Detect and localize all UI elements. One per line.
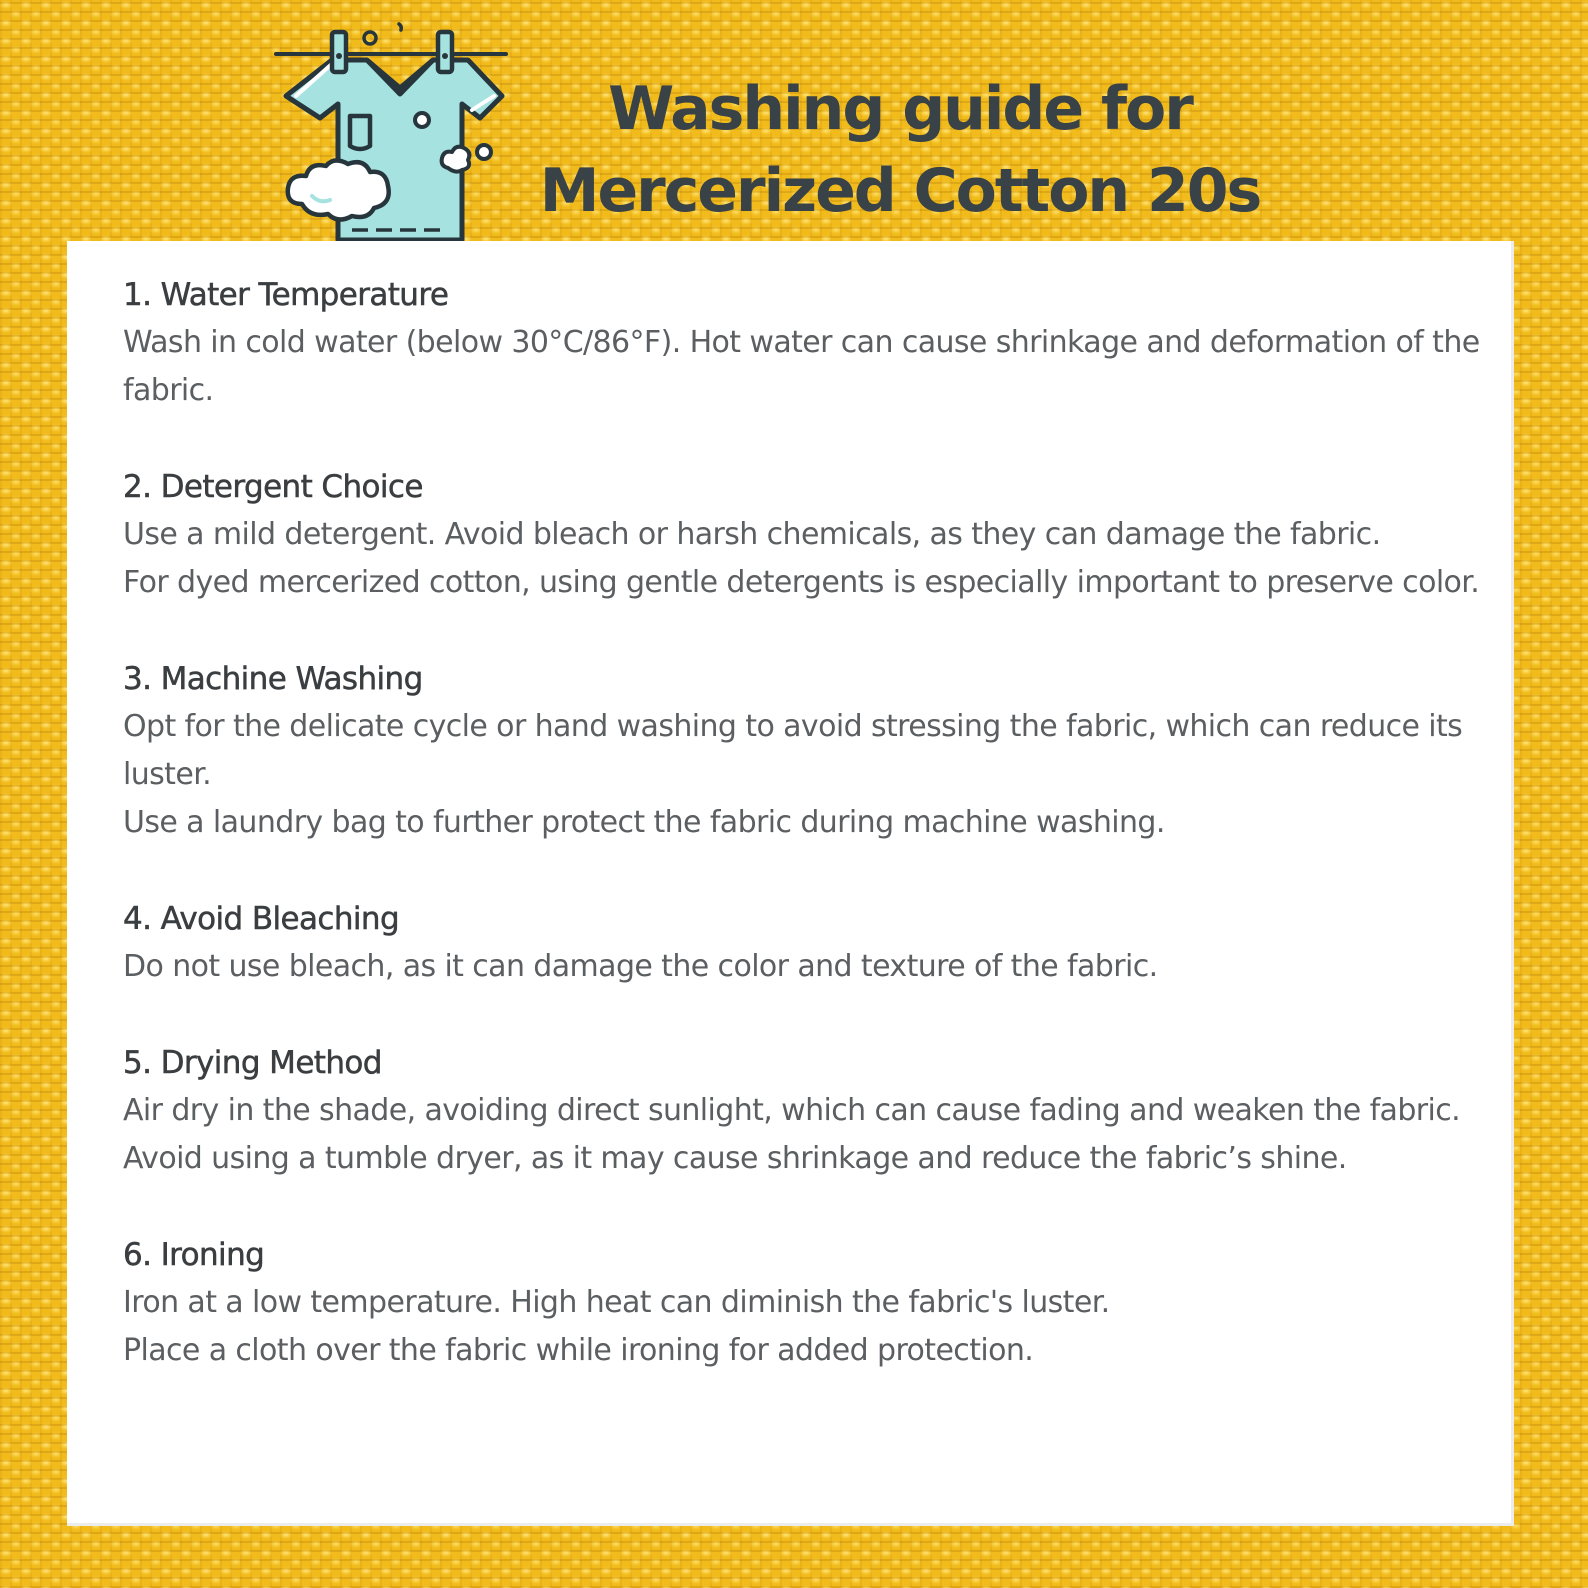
section-avoid-bleaching — [123, 895, 1483, 991]
guide-content — [123, 271, 1483, 1423]
section-machine-washing — [123, 655, 1483, 847]
section-text: Air dry in the shade, avoiding direct sunlight, which can cause fading and weaken the fabric. — [123, 1093, 1461, 1128]
section-text: Use a laundry bag to further protect the fabric during machine washing. — [123, 805, 1165, 840]
section-heading: 1. Water Temperature — [123, 277, 449, 313]
page-title — [500, 68, 1300, 232]
section-drying-method — [123, 1039, 1483, 1183]
section-text: Iron at a low temperature. High heat can diminish the fabric's luster. — [123, 1285, 1110, 1320]
shirt-on-clothesline-icon — [272, 18, 512, 243]
section-text: Opt for the delicate cycle or hand washing to avoid stressing the fabric, which can reduce its luster. — [123, 709, 1463, 792]
section-text: Place a cloth over the fabric while ironing for added protection. — [123, 1333, 1034, 1368]
title-line-2: Mercerized Cotton 20s — [539, 156, 1261, 226]
section-text: Avoid using a tumble dryer, as it may cause shrinkage and reduce the fabric’s shine. — [123, 1141, 1347, 1176]
section-text: Do not use bleach, as it can damage the color and texture of the fabric. — [123, 949, 1158, 984]
guide-card — [67, 241, 1514, 1526]
title-line-1: Washing guide for — [608, 74, 1192, 144]
section-heading: 3. Machine Washing — [123, 661, 423, 697]
section-text: For dyed mercerized cotton, using gentle detergents is especially important to preserve color. — [123, 565, 1480, 600]
header — [0, 0, 1588, 240]
section-ironing — [123, 1231, 1483, 1375]
section-text: Use a mild detergent. Avoid bleach or harsh chemicals, as they can damage the fabric. — [123, 517, 1381, 552]
section-heading: 5. Drying Method — [123, 1045, 382, 1081]
section-water-temperature — [123, 271, 1483, 415]
section-heading: 4. Avoid Bleaching — [123, 901, 400, 937]
section-heading: 2. Detergent Choice — [123, 469, 423, 505]
section-text: Wash in cold water (below 30°C/86°F). Hot water can cause shrinkage and deformation of the fabric. — [123, 325, 1480, 408]
section-detergent-choice — [123, 463, 1483, 607]
section-heading: 6. Ironing — [123, 1237, 265, 1273]
